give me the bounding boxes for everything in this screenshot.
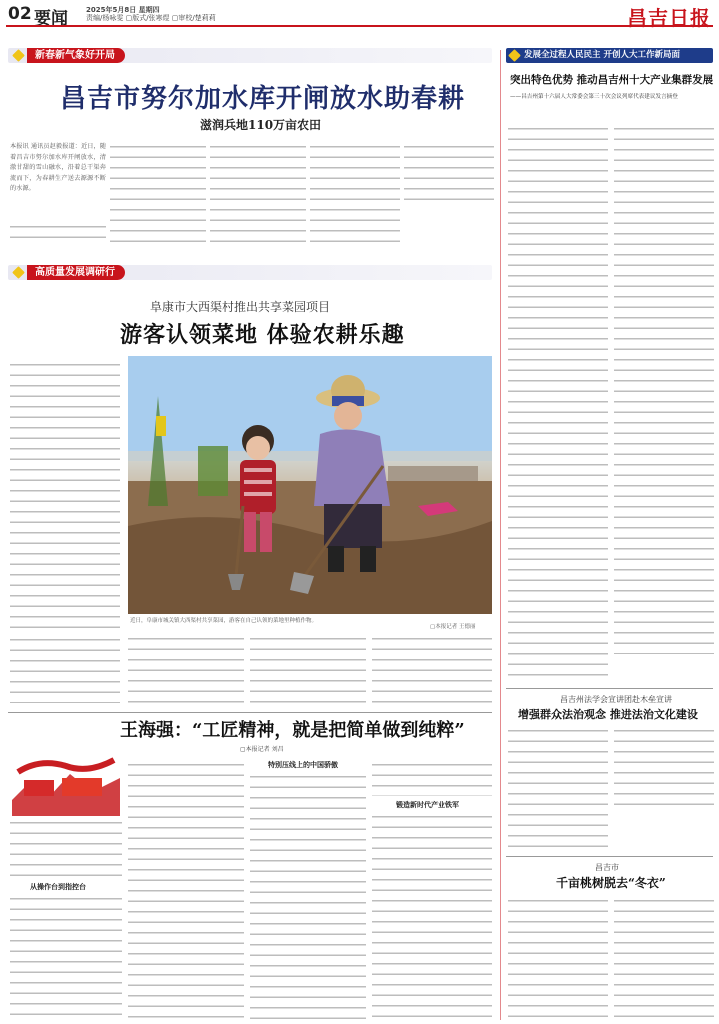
article2-col4 [372,634,492,704]
issue-editors: 责编/杨咏雯 ▢版式/张寒煜 ▢审校/楚莉莉 [86,14,216,22]
article4-title: 突出特色优势 推动昌吉州十大产业集群发展 [510,74,714,86]
article3-col-head-2: 锻造新时代产业铁军 [396,801,459,809]
banner-development [8,265,125,280]
article1-col5 [404,142,494,202]
article4-col1 [508,124,608,684]
article5-col2 [614,726,714,810]
craftsman-emblem [10,752,122,816]
star-icon [508,49,521,62]
divider-article5 [506,688,713,689]
article2-col2 [128,634,244,704]
article6-title: 千亩桃树脱去“冬衣” [556,876,666,890]
article1-col4 [310,142,400,247]
article5-col1 [508,726,608,852]
header-rule [6,25,713,27]
farm-photo-drawing [128,356,492,614]
article6-kicker: 昌吉市 [595,863,619,872]
photo-caption: 近日，阜康市城关镇大西渠村共享菜园，游客在自己认领的菜地里种植作物。 [130,618,318,624]
issue-date: 2025年5月8日 星期四 [86,6,160,14]
article1-col1b [10,222,106,247]
banner-development-label: 高质量发展调研行 [27,265,125,280]
section-name: 要闻 [34,9,68,29]
banner-new-spring [8,48,125,63]
article3-col-head-3: 从操作台到指控台 [30,883,86,891]
star-icon [12,49,25,62]
article2-col1b [10,635,120,703]
article1-title: 昌吉市努尔加水库开闸放水助春耕 [60,84,466,114]
article1-col3 [210,142,306,247]
article3-col4b [372,812,492,1019]
article2-col3 [250,634,366,704]
article3-col4a [372,760,492,796]
star-icon [12,266,25,279]
banner-people-democracy [506,48,713,63]
banner-people-democracy-label: 发展全过程人民民主 开创人大工作新局面 [524,50,680,60]
farm-photo [128,356,492,614]
main-column-divider [500,50,501,1020]
photo-credit: ▢本报记者 王德丽 [430,624,476,630]
article2-kicker: 阜康市大西渠村推出共享菜园项目 [150,300,331,314]
article4-subtitle: ——昌吉州第十六届人大常委会第三十次会议列席代表建议发言摘登 [510,94,678,100]
article3-byline: ▢本报记者 刘昌 [240,746,284,753]
craftsman-emblem-graphic [10,752,122,816]
article1-col2 [110,142,206,247]
article3-col3 [250,772,366,1019]
newspaper-logo: 昌吉日报 [627,6,711,30]
article1-lead [10,142,106,222]
article6-col1 [508,896,608,1019]
article5-title: 增强群众法治观念 推进法治文化建设 [518,708,698,721]
article4-col2 [614,124,714,654]
article3-col1 [10,818,122,880]
article1-lead-text: 本报讯 通讯员赵毅报道：近日，随着昌吉市努尔加水库开闸放水，清澈甘甜的雪山融水，沿着总干渠奔流而下，为春耕生产送去源源不断的水源。 [10,143,106,192]
article2-title: 游客认领菜地 体验农耕乐趣 [120,322,405,348]
article3-col-head-1: 特别压线上的中国骄傲 [268,761,338,769]
divider-article3 [8,712,492,713]
article3-col1b [10,894,122,1019]
article2-col1 [10,360,120,635]
article1-subtitle: 滋润兵地110万亩农田 [200,118,322,132]
article3-col2 [128,760,244,1019]
article6-col2 [614,896,714,1019]
article3-title: 王海强：“工匠精神，就是把简单做到纯粹” [120,720,465,741]
divider-article6 [506,856,713,857]
page-number: 02 [8,4,32,24]
issue-meta [86,6,216,22]
article5-kicker: 昌吉州法学会宣讲团赴木垒宣讲 [560,695,672,704]
banner-new-spring-label: 新春新气象好开局 [27,48,125,63]
